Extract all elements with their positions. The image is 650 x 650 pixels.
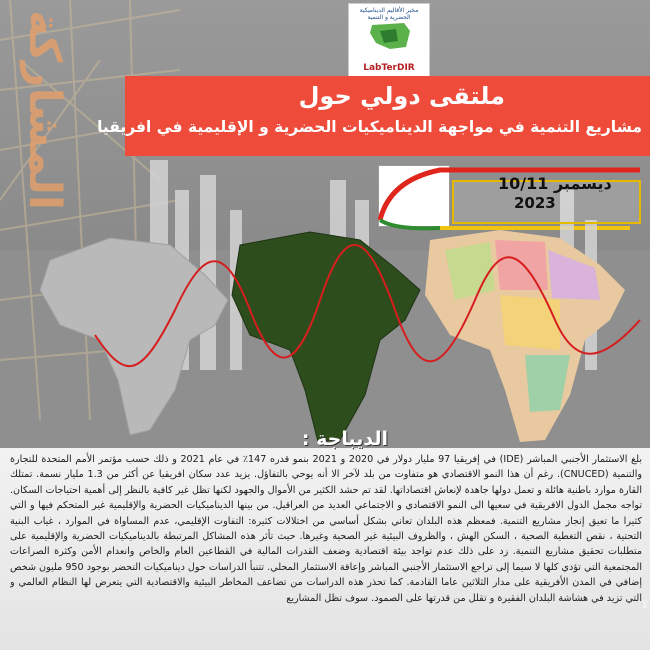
preamble-heading: الديباجة :	[301, 428, 388, 450]
africa-grey-map	[40, 238, 228, 435]
event-title: ملتقى دولي حول	[298, 82, 505, 110]
side-label: De	[641, 600, 648, 609]
title-banner	[97, 76, 650, 156]
algeria-map-icon	[366, 21, 412, 51]
green-arc-decoration	[380, 220, 440, 228]
event-days: 10/11 ديسمبر	[498, 174, 612, 193]
logo-caption: مخبر الأقاليم الديناميكية الحضرية و التنمية	[359, 7, 419, 21]
event-year: 2023	[514, 194, 556, 212]
logo-name: LabTerDIR	[363, 63, 415, 73]
vertical-decorative-word: المشاركة	[19, 10, 70, 210]
africa-green-map	[232, 232, 420, 442]
preamble-paragraph: بلغ الاستثمار الأجنبي المباشر (IDE) في إفريقيا 97 مليار دولار في 2020 و 2021 بنمو قدره 147٪ في عام 2021 و ذلك حسب مؤتمر الأمم المتحدة للتجارة والتنمية (CNUCED). رغم أن هذا النمو الاقتصادي هو متفاوت من بلد لآخر الا أنه يوحي بالتفاؤل. يزيد عدد سكان افريقيا عن أكثر من 1.3 مليار نسمة. تمتلك القارة موارد باطنية هائلة و تعمل دولها جاهدة لإنعاش اقتصاداتها. لقد تم حشد الكثير من الأموال والجهود لكنها تظل غير كافية بالنظر إلى أهمية احتياجات السكان. تواجه مجمل الدول الافريقية في سعيها الى النمو الاقتصادي و الاجتماعي العديد من العراقيل. من بينها الديناميكيات الحضرية والإقليمية غير المتحكم فيها و التي كثيرا ما تعيق إنجاز مشاريع التنمية. فمعظم هذه البلدان تعاني بشكل أساسي من اختلالات كثيرة: التفاوت الإقليمي، عدم المساواة في الموارد ، غياب البنية التحتية ، نقص التغطية الصحية ، السكن الهش ، والظروف البيئية غير الصحية وغيرها. حيث تأثر هذه المشاكل المرتبطة بالديناميكيات الحضرية والإقليمية على متطلبات تحقيق مشاريع التنمية. زد على ذلك عدم تواجد بيئة اقتصادية وضعف القدرات المالية في القطاعين العام والخاص وانعدام الأمن وكثرة الصراعات المجتمعية التي تؤدي كلها لا سيما إلى تراجع الاستثمار الأجنبي المباشر وإعاقة الاستثمار المحلي. تتنبأ الدراسات حول ديناميكيات التحضر بوجود 950 مليون شخص إضافي في المدن الأفريقية على مدار الثلاثين عاما القادمة. كما تحذر هذه الدراسات من تضاعف المخاطر البيئية والاقتصادية التي يتعرض لها النظام العالمي و التي تزيد في هشاشة البلدان الفقيرة و تقلل من قدرتها على الصمود. سوف تظل المشاريع	[10, 454, 642, 604]
event-subtitle: مشاريع التنمية في مواجهة الديناميكيات الحضرية و الإقليمية في افريقيا	[97, 118, 642, 136]
lab-logo	[348, 3, 430, 77]
